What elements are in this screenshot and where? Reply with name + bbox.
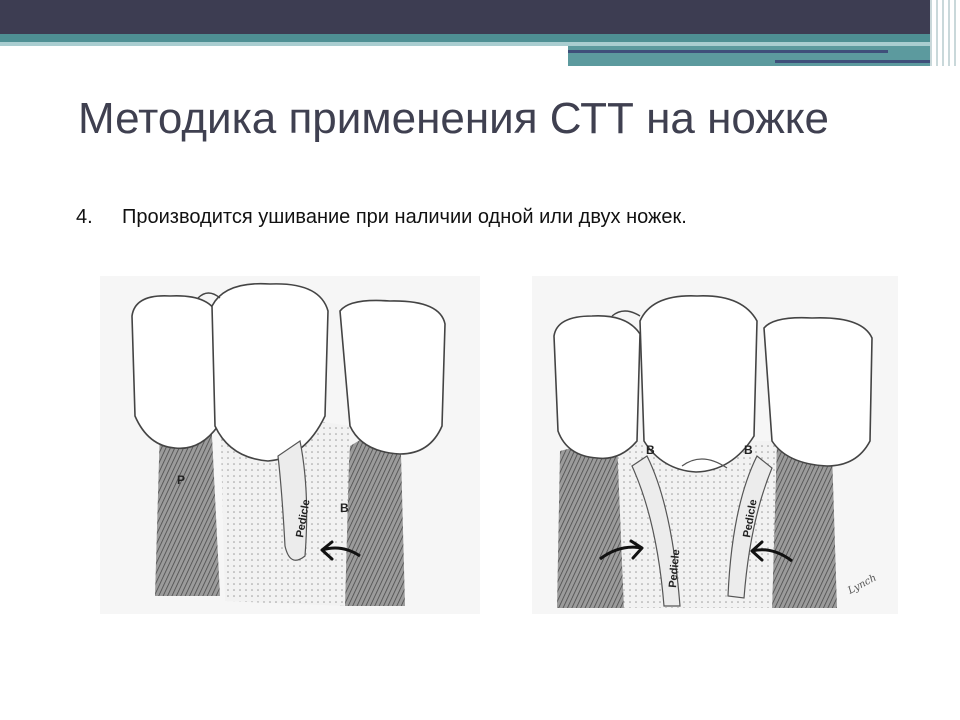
signature-text: Lynch: [846, 572, 879, 597]
slide-title: Методика применения СТТ на ножке: [78, 94, 829, 143]
label-b-right: B: [744, 443, 753, 457]
label-b-left: B: [646, 443, 655, 457]
header-dark-band: [0, 0, 960, 34]
bullet-text: Производится ушивание при наличии одной или двух ножек.: [122, 206, 687, 228]
header-accent-block: [568, 46, 960, 66]
illustration-single-pedicle: [100, 276, 480, 614]
header-accent-line: [568, 50, 888, 53]
label-b: B: [340, 501, 349, 515]
illustration-double-pedicle: [532, 276, 898, 614]
bullet-number: 4.: [76, 206, 93, 228]
label-pedicle-right: Pedicle: [741, 498, 760, 539]
label-pedicle-left: Pedicle: [667, 548, 683, 589]
label-pedicle: Pedicle: [294, 498, 313, 539]
header-teal-stripe: [0, 34, 960, 42]
header-side-lines: [930, 0, 960, 66]
header-accent-line: [775, 60, 940, 63]
label-p: P: [177, 473, 186, 487]
